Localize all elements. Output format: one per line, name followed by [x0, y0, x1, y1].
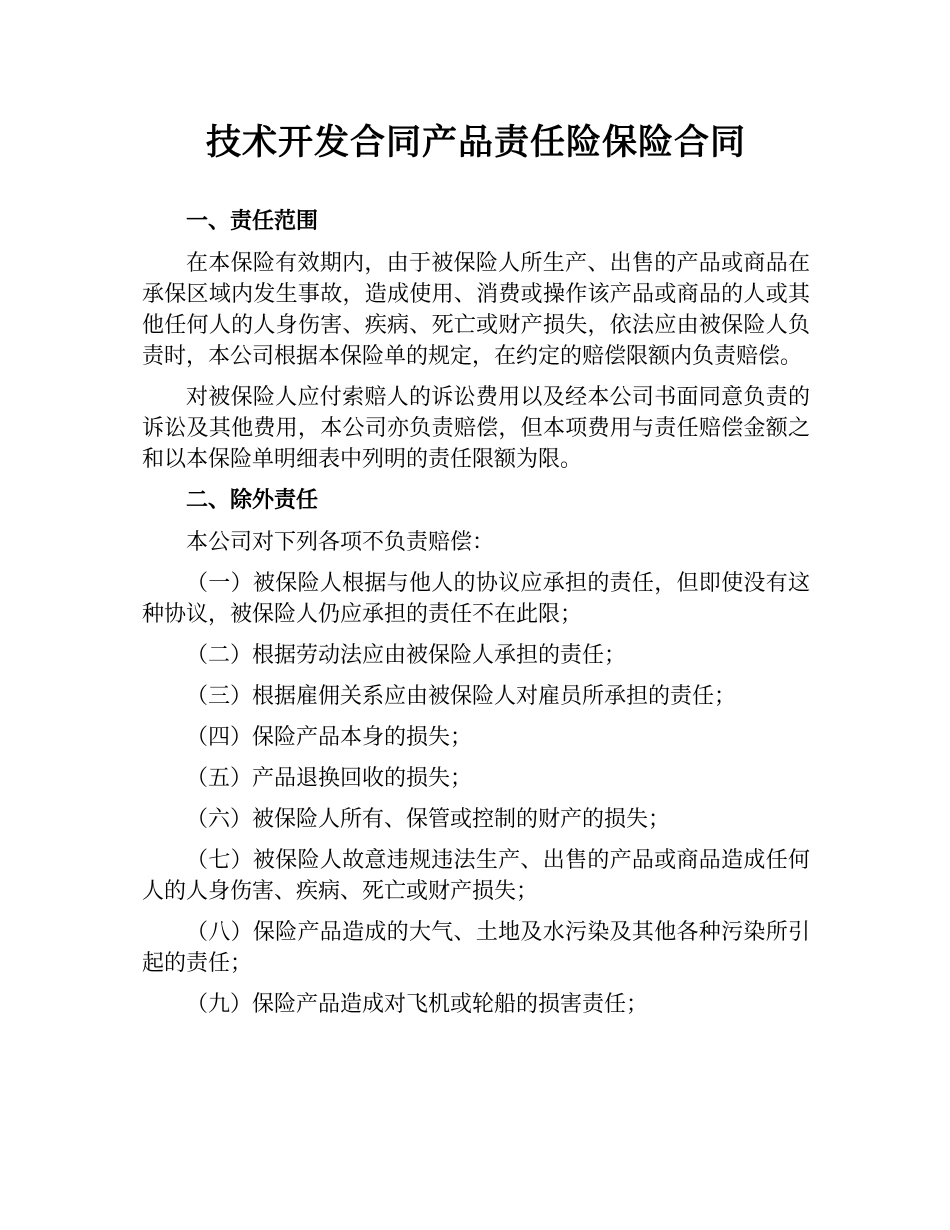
section-exclusions [142, 485, 810, 1020]
list-item: （八）保险产品造成的大气、土地及水污染及其他各种污染所引起的责任； [142, 920, 810, 976]
list-item: （四）保险产品本身的损失； [186, 725, 473, 750]
list-item: （五）产品退换回收的损失； [186, 766, 473, 791]
list-item: （二）根据劳动法应由被保险人承担的责任； [186, 643, 627, 668]
document-body [142, 206, 810, 1030]
document-title: 技术开发合同产品责任险保险合同 [205, 123, 746, 163]
section-heading: 一、责任范围 [186, 209, 319, 234]
section-heading: 二、除外责任 [186, 488, 319, 513]
list-item: （七）被保险人故意违规违法生产、出售的产品或商品造成任何人的人身伤害、疾病、死亡或财产损失； [142, 848, 810, 904]
paragraph: 对被保险人应付索赔人的诉讼费用以及经本公司书面同意负责的诉讼及其他费用，本公司亦负责赔偿，但本项费用与责任赔偿金额之和以本保险单明细表中列明的责任限额为限。 [142, 385, 810, 472]
list-item: （六）被保险人所有、保管或控制的财产的损失； [186, 807, 671, 832]
paragraph: 在本保险有效期内，由于被保险人所生产、出售的产品或商品在承保区域内发生事故，造成使用、消费或操作该产品或商品的人或其他任何人的人身伤害、疾病、死亡或财产损失，依法应由被保险人负责时，本公司根据本保险单的规定，在约定的赔偿限额内负责赔偿。 [142, 251, 810, 369]
list-item: （三）根据雇佣关系应由被保险人对雇员所承担的责任； [186, 684, 737, 709]
list-item: （一）被保险人根据与他人的协议应承担的责任，但即使没有这种协议，被保险人仍应承担的责任不在此限； [142, 571, 810, 627]
section-liability-scope [142, 206, 810, 475]
list-item: （九）保险产品造成对飞机或轮船的损害责任； [186, 992, 649, 1017]
paragraph: 本公司对下列各项不负责赔偿： [186, 530, 495, 555]
